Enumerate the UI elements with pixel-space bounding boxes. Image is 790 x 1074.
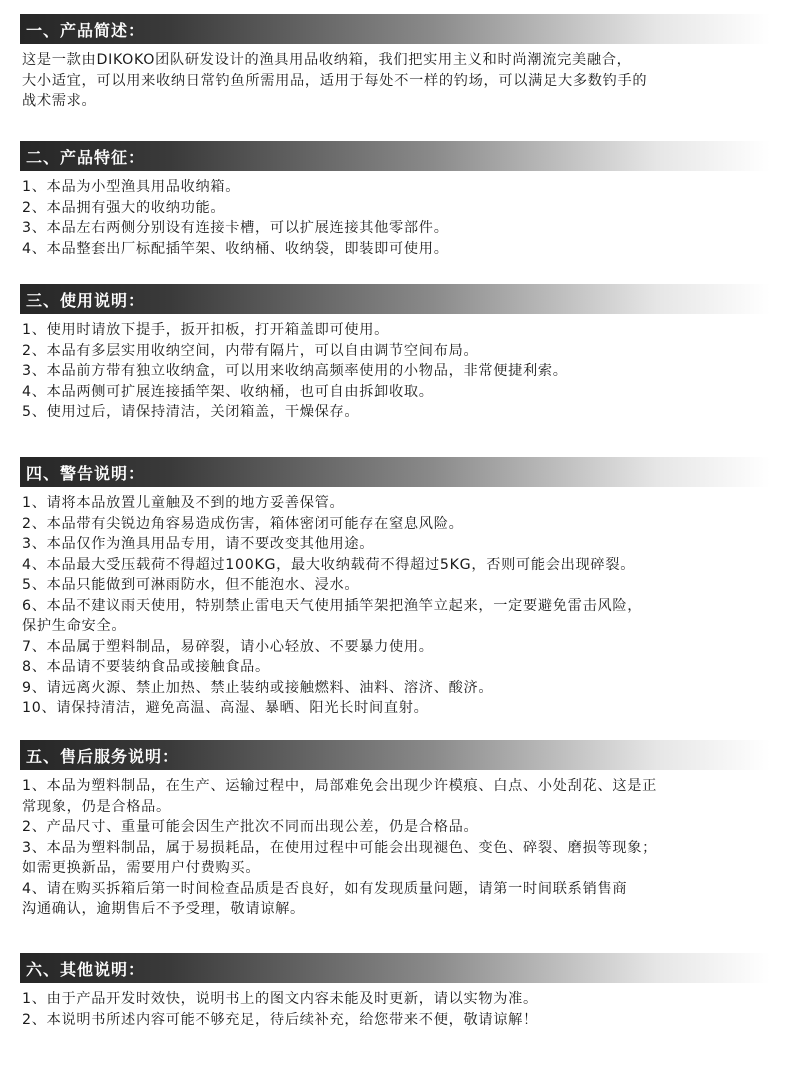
section-title: 一、产品简述： [26,20,146,40]
section-title: 六、其他说明： [26,959,146,979]
text-line: 4、本品整套出厂标配插竿架、收纳桶、收纳袋，即装即可使用。 [22,240,449,257]
text-line: 5、使用过后，请保持清洁，关闭箱盖，干燥保存。 [22,404,360,420]
text-line: 3、本品左右两侧分别设有连接卡槽，可以扩展连接其他零部件。 [22,220,449,236]
section-title: 五、售后服务说明： [26,746,180,766]
text-line: 2、本品有多层实用收纳空间，内带有隔片，可以自由调节空间布局。 [22,342,479,359]
text-line: 6、本品不建议雨天使用，特别禁止雷电天气使用插竿架把渔竿立起来，一定要避免雷击风险， [22,597,643,614]
section-title: 四、警告说明： [26,463,146,483]
text-line: 10、请保持清洁，避免高温、高湿、暴晒、阳光长时间直射。 [22,700,429,716]
section-title: 二、产品特征： [26,147,146,167]
text-line: 常现象，仍是合格品。 [22,798,171,815]
section-other-notes [20,953,770,1030]
text-line: 1、使用时请放下提手，扳开扣板，打开箱盖即可使用。 [22,322,390,338]
text-line: 如需更换新品，需要用户付费购买。 [22,860,261,876]
section-title: 三、使用说明： [26,290,146,310]
text-line: 1、由于产品开发时效快，说明书上的图文内容未能及时更新，请以实物为准。 [22,991,538,1007]
section-product-overview [20,14,770,112]
text-line: 7、本品属于塑料制品，易碎裂，请小心轻放、不要暴力使用。 [22,638,434,655]
text-line: 5、本品只能做到可淋雨防水，但不能泡水、浸水。 [22,577,360,593]
section-after-sales [20,740,770,920]
text-line: 1、本品为小型渔具用品收纳箱。 [22,179,241,195]
text-line: 战术需求。 [22,93,97,109]
section-header-bar [20,14,770,44]
text-line: 沟通确认，逾期售后不予受理，敬请谅解。 [22,901,305,917]
text-line: 2、产品尺寸、重量可能会因生产批次不同而出现公差，仍是合格品。 [22,819,479,835]
section-warnings [20,457,770,719]
text-line: 保护生命安全。 [22,618,127,634]
text-line: 4、本品最大受压载荷不得超过100KG，最大收纳载荷不得超过5KG，否则可能会出现碎裂。 [22,556,636,573]
section-usage-instructions [20,284,770,423]
text-line: 9、请远离火源、禁止加热、禁止装纳或接触燃料、油料、溶济、酸济。 [22,679,494,696]
text-line: 1、本品为塑料制品，在生产、运输过程中，局部难免会出现少许模痕、白点、小处刮花、这是正 [22,778,658,794]
text-line: 4、本品两侧可扩展连接插竿架、收纳桶，也可自由拆卸收取。 [22,383,434,400]
text-line: 3、本品仅作为渔具用品专用，请不要改变其他用途。 [22,536,375,552]
text-line: 2、本品拥有强大的收纳功能。 [22,199,226,216]
section-header-bar [20,284,770,314]
section-header-bar [20,740,770,770]
section-header-bar [20,141,770,171]
text-line: 大小适宜，可以用来收纳日常钓鱼所需用品，适用于每处不一样的钓场，可以满足大多数钓手的 [22,72,648,89]
text-line: 3、本品为塑料制品，属于易损耗品，在使用过程中可能会出现褪色、变色、碎裂、磨损等现象； [22,839,658,856]
text-line: 1、请将本品放置儿童触及不到的地方妥善保管。 [22,495,345,511]
text-line: 2、本品带有尖锐边角容易造成伤害，箱体密闭可能存在窒息风险。 [22,515,464,532]
text-line: 2、本说明书所述内容可能不够充足，待后续补充，给您带来不便，敬请谅解！ [22,1011,538,1028]
section-header-bar [20,457,770,487]
text-line: 这是一款由DIKOKO团队研发设计的渔具用品收纳箱，我们把实用主义和时尚潮流完美融合， [22,52,632,68]
section-header-bar [20,953,770,983]
section-product-features [20,141,770,259]
text-line: 8、本品请不要装纳食品或接触食品。 [22,659,270,675]
text-line: 3、本品前方带有独立收纳盒，可以用来收纳高频率使用的小物品，非常便捷利索。 [22,363,568,379]
text-line: 4、请在购买拆箱后第一时间检查品质是否良好，如有发现质量问题，请第一时间联系销售商 [22,880,628,897]
